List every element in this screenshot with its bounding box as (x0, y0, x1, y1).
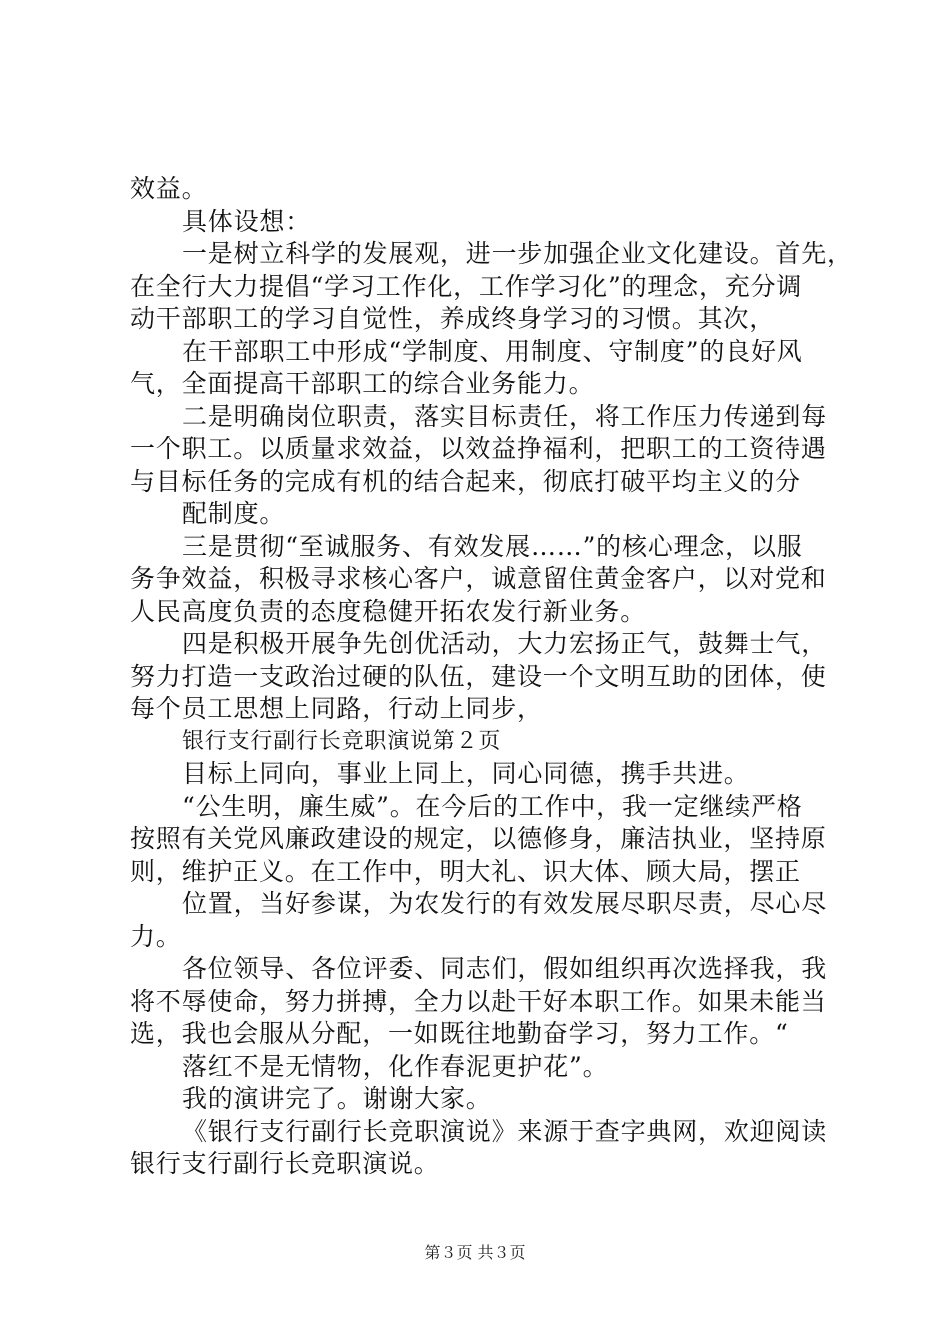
text-line: 四是积极开展争先创优活动，大力宏扬正气，鼓舞士气， (182, 629, 828, 658)
text-line: 位置，当好参谋，为农发行的有效发展尽职尽责，尽心尽 (182, 889, 828, 918)
text-line: 一是树立科学的发展观，进一步加强企业文化建设。首先， (182, 239, 853, 268)
text-line: 各位领导、各位评委、同志们，假如组织再次选择我，我 (182, 954, 828, 983)
text-line: 务争效益，积极寻求核心客户，诚意留住黄金客户，以对党和 (130, 564, 827, 593)
text-line: 选，我也会服从分配，一如既往地勤奋学习，努力工作。“ (130, 1019, 789, 1048)
text-line: 将不辱使命，努力拼搏，全力以赴干好本职工作。如果未能当 (130, 986, 827, 1016)
text-line: 动干部职工的学习自觉性，养成终身学习的习惯。其次， (130, 304, 776, 333)
text-line: 目标上同向，事业上同上，同心同德，携手共进。 (182, 759, 750, 788)
text-line: 配制度。 (182, 499, 286, 528)
text-line: 在干部职工中形成“学制度、用制度、守制度”的良好风 (182, 336, 803, 366)
text-line: 一个职工。以质量求效益，以效益挣福利，把职工的工资待遇 (130, 434, 827, 463)
text-line: 《银行支行副行长竞职演说》来源于查字典网，欢迎阅读 (182, 1116, 828, 1146)
text-line: 落红不是无情物，化作春泥更护花”。 (182, 1051, 609, 1081)
text-line: 在全行大力提倡“学习工作化，工作学习化”的理念，充分调 (130, 271, 803, 301)
text-line: “公生明，廉生威”。在今后的工作中，我一定继续严格 (182, 791, 803, 821)
document-body (130, 173, 853, 1181)
text-line: 气，全面提高干部职工的综合业务能力。 (130, 369, 595, 398)
text-line: 力。 (130, 921, 182, 951)
text-line: 按照有关党风廉政建设的规定，以德修身，廉洁执业，坚持原 (130, 824, 827, 853)
text-line: 效益。 (130, 174, 208, 203)
text-line: 努力打造一支政治过硬的队伍，建设一个文明互助的团体，使 (130, 661, 827, 691)
text-line: 二是明确岗位职责，落实目标责任，将工作压力传递到每 (182, 401, 828, 431)
page-footer: 第３页 共３页 (424, 1243, 526, 1262)
text-line: 则，维护正义。在工作中，明大礼、识大体、顾大局，摆正 (130, 856, 801, 886)
text-line: 银行支行副行长竞职演说第２页 (182, 728, 502, 754)
text-line: 具体设想： (182, 206, 312, 236)
text-line: 每个员工思想上同路，行动上同步， (130, 694, 543, 723)
text-line: 三是贯彻“至诚服务、有效发展……”的核心理念，以服 (182, 531, 803, 561)
text-line: 银行支行副行长竞职演说。 (130, 1149, 440, 1178)
text-line: 人民高度负责的态度稳健开拓农发行新业务。 (130, 596, 647, 626)
text-line: 我的演讲完了。谢谢大家。 (182, 1084, 492, 1113)
text-line: 与目标任务的完成有机的结合起来，彻底打破平均主义的分 (130, 466, 801, 496)
